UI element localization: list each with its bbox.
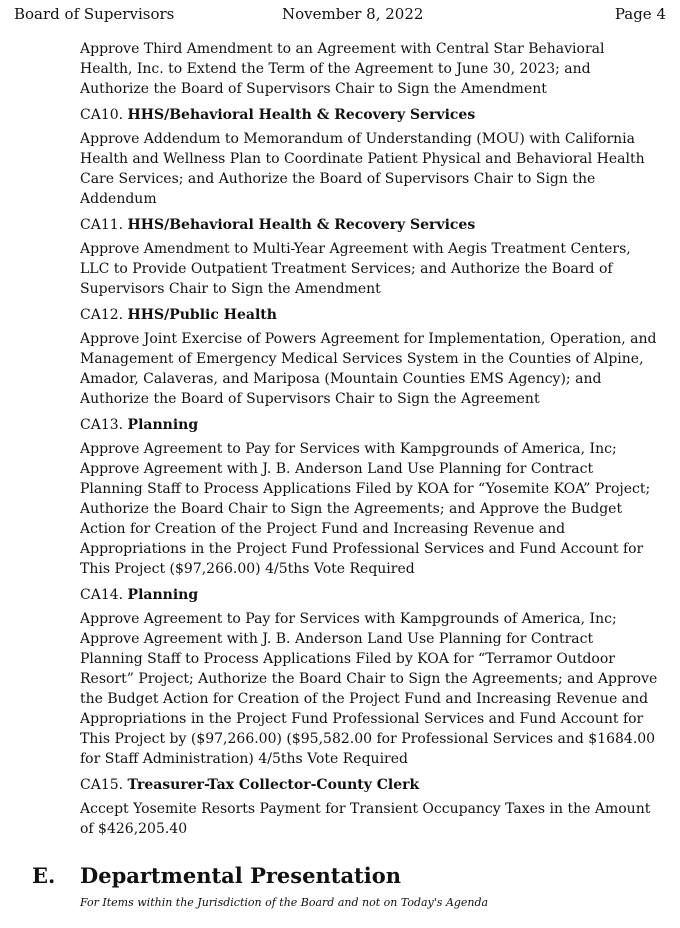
item-department: HHS/Behavioral Health & Recovery Services [127, 107, 476, 123]
agenda-item-heading [80, 775, 660, 795]
section-letter: E. [32, 863, 56, 888]
page-header [14, 4, 666, 24]
header-board-name: Board of Supervisors [14, 5, 175, 23]
agenda-item-ca12 [80, 305, 660, 409]
item-description: Approve Agreement to Pay for Services with Kampgrounds of America, Inc; Approve Agreement with J. B. Anderson Land Use Planning for Contract Planning Staff to Process Applications Filed by KOA for “Yosemite KOA” Project; Authorize the Board Chair to Sign the Agreements; and Approve the Budget Action for Creation of the Project Fund and Increasing Revenue and Appropriations in the Project Fund Professional Services and Fund Account for This Project ($97,266.00) 4/5ths Vote Required [80, 441, 651, 577]
section-departmental-presentation [32, 862, 652, 909]
item-department: Treasurer-Tax Collector-County Clerk [127, 777, 420, 793]
item-department: Planning [127, 417, 199, 433]
agenda-item-heading [80, 215, 660, 235]
agenda-content [80, 39, 660, 845]
section-title: Departmental Presentation [80, 863, 401, 888]
item-number: CA15. [80, 777, 124, 793]
item-department: HHS/Behavioral Health & Recovery Services [127, 217, 476, 233]
header-page-number: Page 4 [614, 5, 666, 23]
section-subtitle: For Items within the Jurisdiction of the Board and not on Today's Agenda [80, 896, 489, 909]
continued-item-text: Approve Third Amendment to an Agreement with Central Star Behavioral Health, Inc. to Extend the Term of the Agreement to June 30, 2023; and Authorize the Board of Supervisors Chair to Sign the Amendment [80, 41, 605, 97]
item-department: HHS/Public Health [127, 307, 277, 323]
agenda-item-ca10 [80, 105, 660, 209]
item-number: CA10. [80, 107, 124, 123]
item-description: Approve Agreement to Pay for Services with Kampgrounds of America, Inc; Approve Agreement with J. B. Anderson Land Use Planning for Contract Planning Staff to Process Applications Filed by KOA for “Terramor Outdoor Resort” Project; Authorize the Board Chair to Sign the Agreements; and Approve the Budget Action for Creation of the Project Fund and Increasing Revenue and Appropriations in the Project Fund Professional Services and Fund Account for This Project by ($97,266.00) ($95,582.00 for Professional Services and $1684.00 for Staff Administration) 4/5ths Vote Required [80, 611, 658, 767]
agenda-item-heading [80, 105, 660, 125]
section-heading [32, 862, 652, 890]
agenda-item-ca14 [80, 585, 660, 769]
item-description: Approve Joint Exercise of Powers Agreement for Implementation, Operation, and Management of Emergency Medical Services System in the Counties of Alpine, Amador, Calaveras, and Mariposa (Mountain Counties EMS Agency); and Authorize the Board of Supervisors Chair to Sign the Agreement [80, 331, 657, 407]
item-number: CA11. [80, 217, 124, 233]
agenda-item-ca15 [80, 775, 660, 839]
header-date: November 8, 2022 [282, 5, 424, 23]
agenda-item-heading [80, 305, 660, 325]
item-description: Approve Amendment to Multi-Year Agreement with Aegis Treatment Centers, LLC to Provide Outpatient Treatment Services; and Authorize the Board of Supervisors Chair to Sign the Amendment [80, 241, 631, 297]
item-number: CA13. [80, 417, 124, 433]
agenda-item-ca13 [80, 415, 660, 579]
item-description: Accept Yosemite Resorts Payment for Transient Occupancy Taxes in the Amount of $426,205.40 [80, 801, 651, 837]
item-number: CA14. [80, 587, 124, 603]
agenda-item-heading [80, 585, 660, 605]
agenda-item-ca11 [80, 215, 660, 299]
agenda-item-heading [80, 415, 660, 435]
item-department: Planning [127, 587, 199, 603]
item-number: CA12. [80, 307, 124, 323]
item-description: Approve Addendum to Memorandum of Understanding (MOU) with California Health and Wellness Plan to Coordinate Patient Physical and Behavioral Health Care Services; and Authorize the Board of Supervisors Chair to Sign the Addendum [80, 131, 645, 207]
